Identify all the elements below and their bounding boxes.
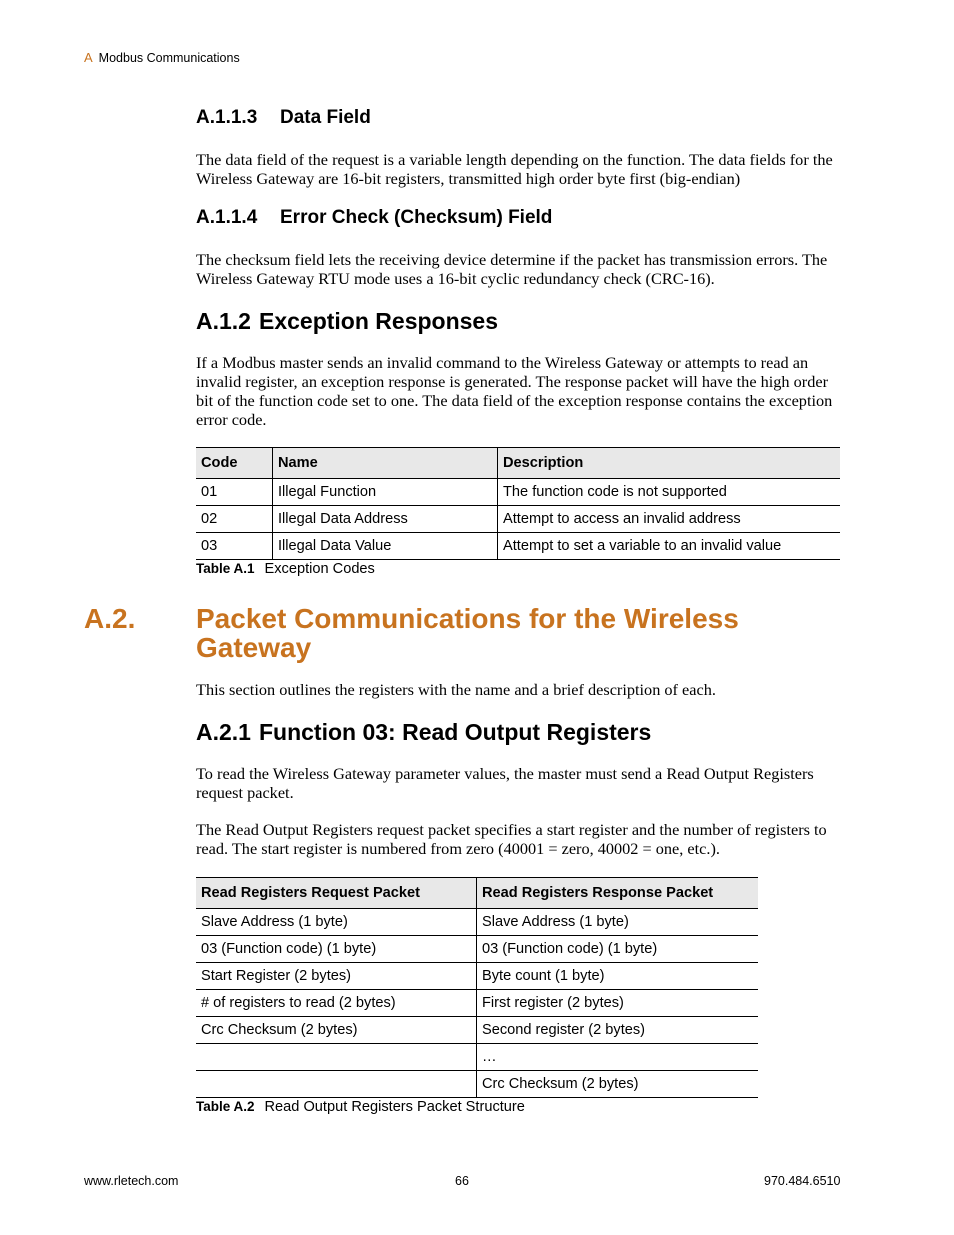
page-number: 66: [455, 1174, 469, 1188]
table-cell: 03 (Function code) (1 byte): [477, 936, 759, 963]
table-cell: …: [477, 1044, 759, 1071]
section-number: A.1.1.4: [196, 207, 258, 228]
chapter-section-number: A.2.: [84, 603, 136, 634]
table-header-row: [196, 448, 840, 479]
table-row: [196, 963, 758, 990]
table-cell: Illegal Data Value: [273, 533, 498, 560]
table-cell: [196, 1044, 477, 1071]
table-row: [196, 990, 758, 1017]
table-cell: 01: [196, 479, 273, 506]
table-caption: [196, 1099, 525, 1115]
table-row: [196, 1044, 758, 1071]
column-header: Description: [498, 448, 841, 479]
table-cell: 03: [196, 533, 273, 560]
table-cell: The function code is not supported: [498, 479, 841, 506]
exception-codes-table: [196, 447, 840, 560]
table-header-row: [196, 878, 758, 909]
chapter-section-title: Packet Communications for the Wireless Gateway: [196, 603, 739, 663]
heading-function-03: [196, 719, 651, 746]
table-cell: Slave Address (1 byte): [477, 909, 759, 936]
section-title: Data Field: [280, 107, 371, 128]
table-row: [196, 479, 840, 506]
section-number: A.1.1.3: [196, 107, 258, 128]
column-header: Read Registers Request Packet: [196, 878, 477, 909]
section-number: A.2.1: [196, 719, 251, 745]
table-row: [196, 909, 758, 936]
running-header: [84, 50, 240, 65]
table-cell: [196, 1071, 477, 1098]
table-caption: [196, 561, 375, 577]
table-cell: Crc Checksum (2 bytes): [477, 1071, 759, 1098]
table-cell: Second register (2 bytes): [477, 1017, 759, 1044]
heading-error-check: [196, 207, 552, 229]
read-registers-table: [196, 877, 758, 1098]
heading-data-field: [196, 107, 371, 129]
paragraph-error-check: The checksum field lets the receiving device determine if the packet has transmission errors. The Wireless Gateway RTU mode uses a 16-bit cyclic redundancy check (CRC-16).: [196, 250, 828, 288]
footer-website: www.rletech.com: [84, 1174, 179, 1188]
appendix-letter: A: [84, 50, 93, 65]
table-cell: Attempt to set a variable to an invalid value: [498, 533, 841, 560]
caption-label: Table A.2: [196, 1099, 255, 1114]
table-cell: 03 (Function code) (1 byte): [196, 936, 477, 963]
table-cell: Slave Address (1 byte): [196, 909, 477, 936]
table-row: [196, 1071, 758, 1098]
paragraph-packet-communications: This section outlines the registers with the name and a brief description of each.: [196, 680, 716, 699]
table-row: [196, 533, 840, 560]
table-row: [196, 936, 758, 963]
column-header: Code: [196, 448, 273, 479]
caption-text: Read Output Registers Packet Structure: [264, 1099, 525, 1115]
section-title: Function 03: Read Output Registers: [258, 719, 652, 745]
table-row: [196, 506, 840, 533]
caption-label: Table A.1: [196, 561, 255, 576]
column-header: Read Registers Response Packet: [477, 878, 759, 909]
table-cell: # of registers to read (2 bytes): [196, 990, 477, 1017]
table-cell: Illegal Function: [273, 479, 498, 506]
table-cell: First register (2 bytes): [477, 990, 759, 1017]
table-cell: Crc Checksum (2 bytes): [196, 1017, 477, 1044]
table-cell: Attempt to access an invalid address: [498, 506, 841, 533]
heading-exception-responses: [196, 308, 498, 335]
table-row: [196, 1017, 758, 1044]
table-cell: 02: [196, 506, 273, 533]
paragraph-data-field: The data field of the request is a variable length depending on the function. The data fields for the Wireless Gateway are 16-bit registers, transmitted high order byte first (big-endian): [196, 150, 833, 188]
table-cell: Illegal Data Address: [273, 506, 498, 533]
footer-phone: 970.484.6510: [764, 1174, 841, 1188]
table-cell: Start Register (2 bytes): [196, 963, 477, 990]
caption-text: Exception Codes: [264, 561, 375, 577]
section-title: Exception Responses: [258, 308, 499, 334]
table-cell: Byte count (1 byte): [477, 963, 759, 990]
paragraph-read-values: To read the Wireless Gateway parameter values, the master must send a Read Output Registers request packet.: [196, 764, 814, 802]
paragraph-request-packet: The Read Output Registers request packet specifies a start register and the number of registers to read. The start register is numbered from zero (40001 = zero, 40002 = one, etc.).: [196, 820, 827, 858]
header-title: Modbus Communications: [98, 51, 240, 65]
section-title: Error Check (Checksum) Field: [280, 207, 553, 228]
paragraph-exception-responses: If a Modbus master sends an invalid command to the Wireless Gateway or attempts to read an invalid register, an exception response is generated. The response packet will have the high order bit of the function code set to one. The data field of the exception response contains the exception error code.: [196, 353, 833, 429]
section-number: A.1.2: [196, 308, 251, 334]
column-header: Name: [273, 448, 498, 479]
